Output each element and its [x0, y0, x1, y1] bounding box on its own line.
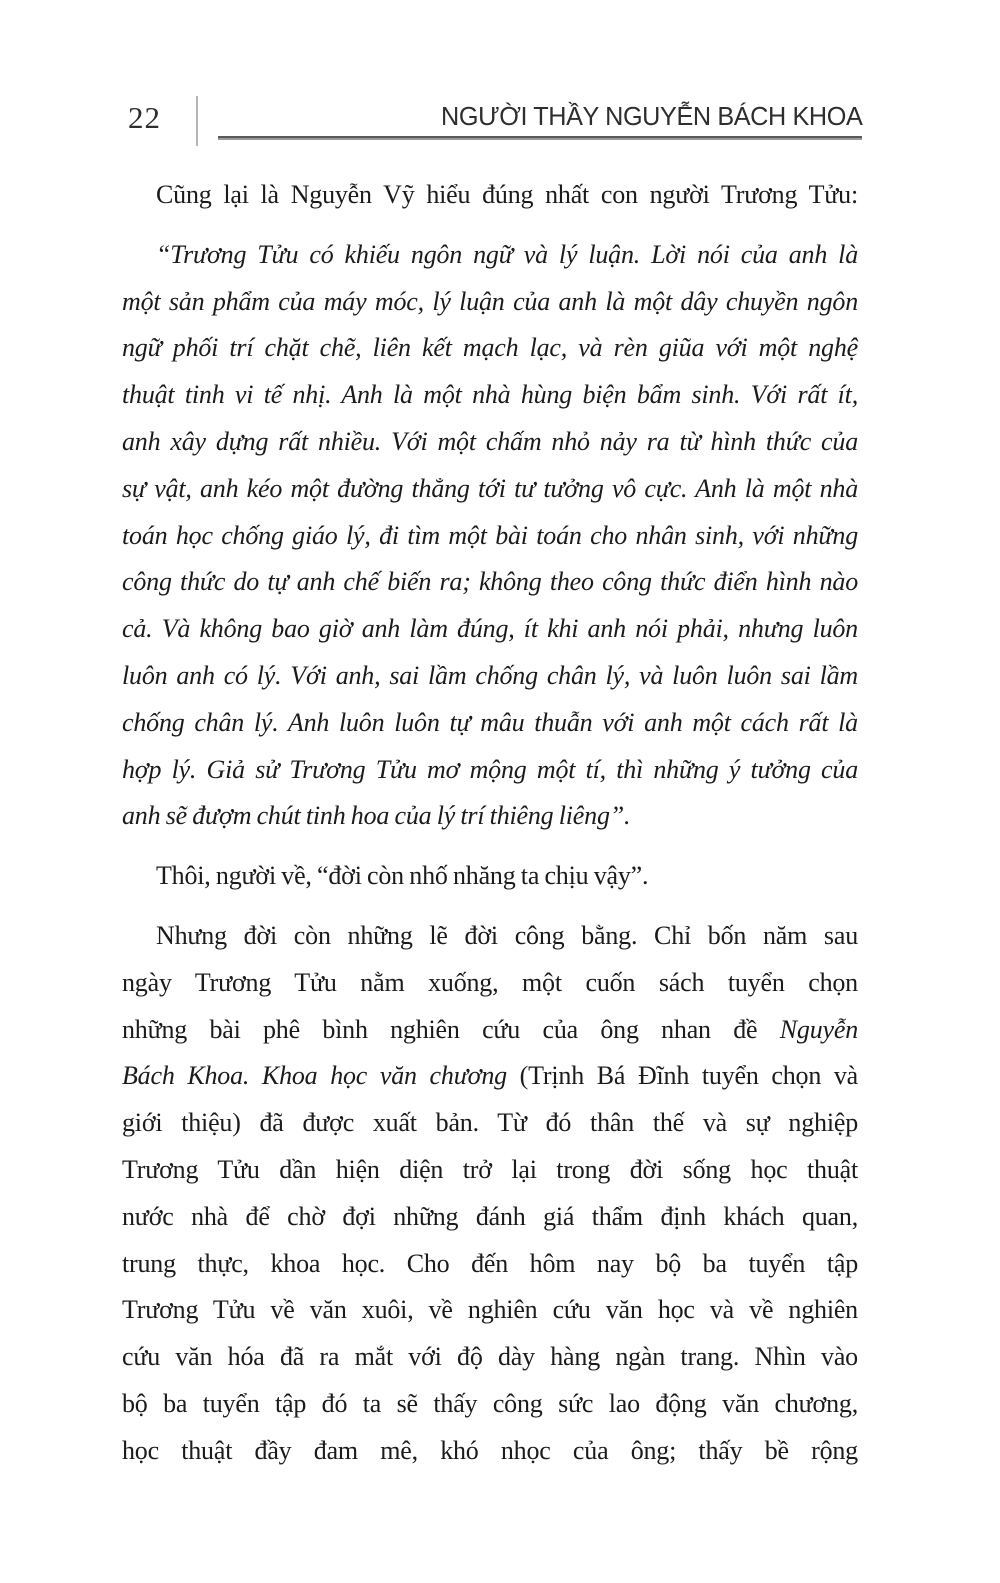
text-line — [122, 606, 858, 653]
text-segment: ngày Trương Tửu nằm xuống, một cuốn sách tuyển chọn — [122, 967, 858, 997]
text-segment: toán học chống giáo lý, đi tìm một bài toán cho nhân sinh, với những — [122, 520, 858, 550]
text-line — [122, 325, 858, 372]
text-segment: Nhưng đời còn những lẽ đời công bằng. Chỉ bốn năm sau — [156, 920, 858, 950]
paragraph-thoi-line — [122, 853, 858, 900]
text-segment: giới thiệu) đã được xuất bản. Từ đó thân thế và sự nghiệp — [122, 1108, 858, 1138]
text-segment: ngữ phối trí chặt chẽ, liên kết mạch lạc, và rèn giũa với một nghệ — [122, 333, 858, 363]
text-line — [122, 793, 858, 840]
text-line — [122, 419, 858, 466]
text-segment: bộ ba tuyển tập đó ta sẽ thấy công sức lao động văn chương, — [122, 1388, 858, 1418]
italic-text-segment: Bách Khoa. Khoa học văn chương — [122, 1061, 507, 1091]
text-line — [122, 1100, 858, 1147]
paragraph-quote-nguyen-vy — [122, 232, 858, 840]
text-segment: luôn anh có lý. Với anh, sai lầm chống chân lý, và luôn luôn sai lầm — [122, 660, 858, 690]
text-segment: (Trịnh Bá Đĩnh tuyển chọn và — [506, 1061, 858, 1091]
text-segment: Trương Tửu về văn xuôi, về nghiên cứu văn học và về nghiên — [122, 1295, 858, 1325]
paragraph-intro-line — [122, 172, 858, 219]
text-segment: hợp lý. Giả sử Trương Tửu mơ mộng một tí, thì những ý tưởng của — [122, 754, 858, 784]
text-segment: anh sẽ đượm chút tinh hoa của lý trí thiêng liêng”. — [122, 801, 631, 831]
text-line — [122, 1334, 858, 1381]
text-line — [122, 853, 858, 900]
text-line — [122, 913, 858, 960]
header-vertical-divider — [196, 96, 198, 146]
text-line — [122, 747, 858, 794]
text-body — [122, 172, 858, 1475]
text-line — [122, 1053, 858, 1100]
text-line — [122, 232, 858, 279]
text-line — [122, 1147, 858, 1194]
text-line — [122, 1428, 858, 1475]
text-segment: học thuật đầy đam mê, khó nhọc của ông; thấy bề rộng — [122, 1435, 858, 1465]
text-segment: Trương Tửu dần hiện diện trở lại trong đời sống học thuật — [122, 1154, 858, 1184]
text-segment: Cũng lại là Nguyễn Vỹ hiểu đúng nhất con người Trương Tửu: — [156, 180, 858, 209]
text-segment: cả. Và không bao giờ anh làm đúng, ít khi anh nói phải, nhưng luôn — [122, 614, 858, 644]
text-line — [122, 960, 858, 1007]
header-rule — [218, 136, 862, 140]
text-line — [122, 1007, 858, 1054]
text-line — [122, 466, 858, 513]
text-line — [122, 559, 858, 606]
text-segment: sự vật, anh kéo một đường thẳng tới tư tưởng vô cực. Anh là một nhà — [122, 473, 858, 503]
italic-text-segment: Nguyễn — [779, 1014, 858, 1044]
text-segment: “Trương Tửu có khiếu ngôn ngữ và lý luận. Lời nói của anh là — [156, 239, 858, 269]
running-header — [122, 88, 862, 146]
page-number: 22 — [128, 100, 161, 135]
text-line — [122, 1241, 858, 1288]
text-line — [122, 172, 858, 219]
paragraph-closing-paragraph — [122, 913, 858, 1475]
text-line — [122, 653, 858, 700]
text-segment: thuật tinh vi tế nhị. Anh là một nhà hùng biện bẩm sinh. Với rất ít, — [122, 380, 858, 410]
text-line — [122, 279, 858, 326]
text-segment: trung thực, khoa học. Cho đến hôm nay bộ ba tuyển tập — [122, 1248, 858, 1278]
text-line — [122, 1381, 858, 1428]
text-segment: công thức do tự anh chế biến ra; không theo công thức điển hình nào — [122, 567, 858, 597]
text-segment: nước nhà để chờ đợi những đánh giá thẩm định khách quan, — [122, 1201, 858, 1231]
text-segment: cứu văn hóa đã ra mắt với độ dày hàng ngàn trang. Nhìn vào — [122, 1342, 858, 1372]
text-line — [122, 700, 858, 747]
text-line — [122, 513, 858, 560]
text-line — [122, 1194, 858, 1241]
text-segment: anh xây dựng rất nhiều. Với một chấm nhỏ nảy ra từ hình thức của — [122, 426, 858, 456]
text-segment: Thôi, người về, “đời còn nhố nhăng ta chịu vậy”. — [156, 861, 649, 891]
text-segment: một sản phẩm của máy móc, lý luận của anh là một dây chuyền ngôn — [122, 286, 858, 316]
running-title: NGƯỜI THẦY NGUYỄN BÁCH KHOA — [440, 101, 862, 131]
text-segment: chống chân lý. Anh luôn luôn tự mâu thuẫn với anh một cách rất là — [122, 707, 858, 737]
text-segment: những bài phê bình nghiên cứu của ông nhan đề — [122, 1014, 780, 1044]
text-line — [122, 1287, 858, 1334]
text-line — [122, 372, 858, 419]
